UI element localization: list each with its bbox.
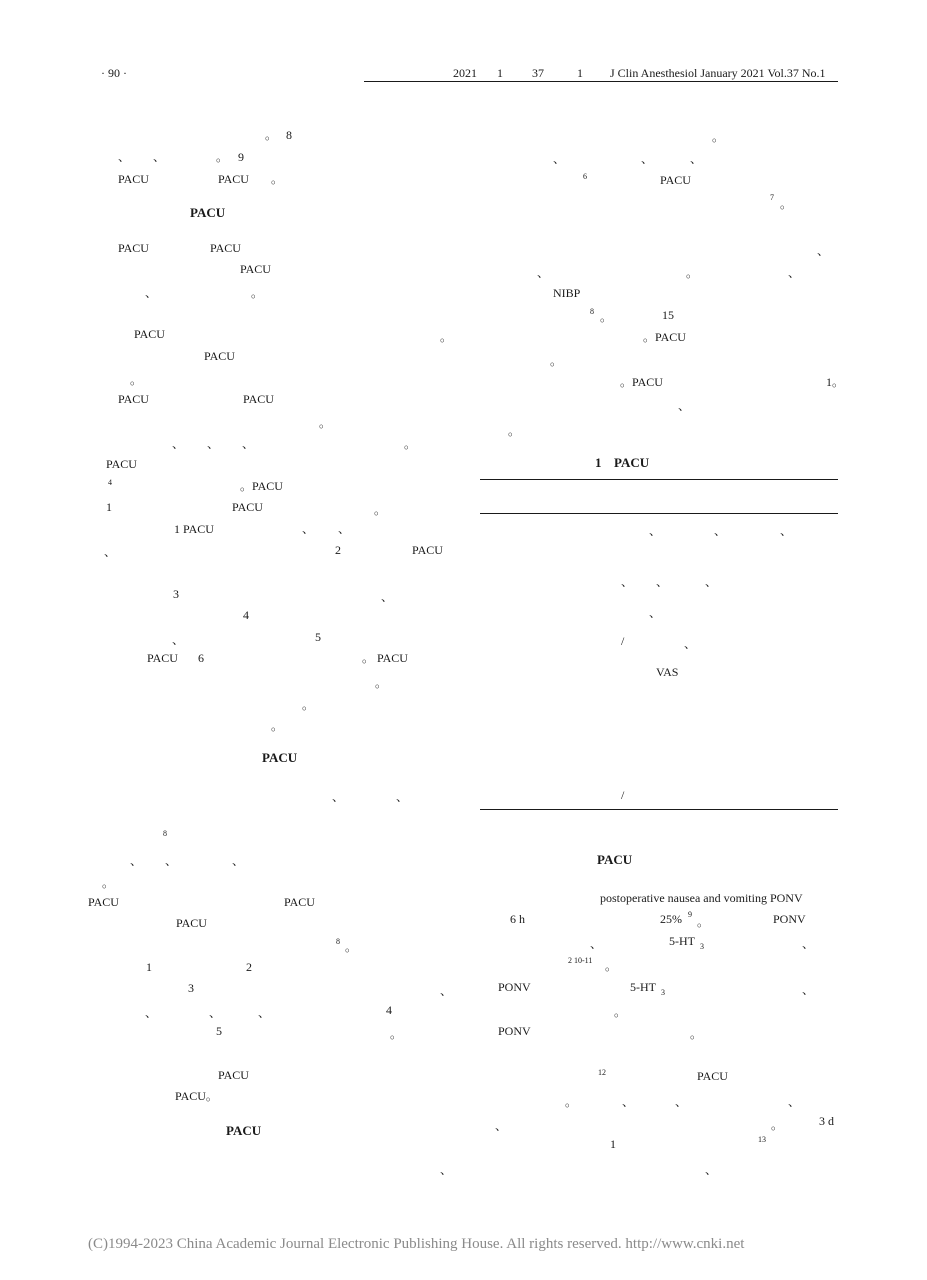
table-cell: 、 (780, 524, 793, 538)
ref-superscript: 8 (590, 307, 594, 316)
text-mark: 。 (771, 1118, 784, 1132)
text-pacu: PACU (240, 262, 271, 276)
text-mark: 、 (705, 1163, 718, 1177)
text-ponv: PONV (498, 1024, 531, 1038)
text-mark: 。 (390, 1027, 403, 1041)
text-mark: 、 (242, 437, 255, 451)
section-heading: PACU (262, 750, 298, 765)
text-pacu: PACU (697, 1069, 728, 1083)
text-mark: 。 (345, 940, 358, 954)
text-pacu: PACU (118, 172, 149, 186)
text-mark: 、 (232, 854, 245, 868)
list-number: 3 (173, 587, 179, 601)
table-cell: 、 (649, 606, 662, 620)
section-heading: PACU (597, 852, 633, 867)
table-cell: 、 (684, 637, 697, 651)
text-nibp: NIBP (553, 286, 581, 300)
text-pacu: PACU (232, 500, 263, 514)
text-mark: 、 (332, 790, 345, 804)
list-number: 1 (146, 960, 152, 974)
text-mark: 、 (802, 937, 815, 951)
table-caption-number: 1 (595, 455, 602, 470)
table-cell: 、 (649, 524, 662, 538)
text-mark: 、 (440, 1163, 453, 1177)
text-mark: 、 (145, 286, 158, 300)
text-mark: 、 (817, 244, 830, 258)
text-mark: 、 (675, 1095, 688, 1109)
text-mark: 。 (302, 698, 315, 712)
text-mark: 、 (207, 437, 220, 451)
list-number: 2 (246, 960, 252, 974)
text-mark: 、 (788, 1095, 801, 1109)
text-mark: 、 (678, 399, 691, 413)
text-mark: 。 (780, 197, 793, 211)
text-subscript: 3 (661, 988, 665, 997)
text-mark: 。 (690, 1027, 703, 1041)
text-mark: 。 (550, 354, 563, 368)
table-cell: 、 (705, 575, 718, 589)
header-rule (364, 81, 838, 82)
list-number: 4 (243, 608, 249, 622)
section-heading: PACU (190, 205, 226, 220)
text-mark: 、 (130, 854, 143, 868)
text-mark: 、 (258, 1006, 271, 1020)
header-issue: 37 (532, 66, 544, 80)
text-pacu: PACU。 (175, 1089, 218, 1103)
text-duration: 3 d (819, 1114, 834, 1128)
text-mark: 。 (605, 959, 618, 973)
table-caption: PACU (614, 455, 650, 470)
text-mark: 、 (495, 1119, 508, 1133)
text-mark: 。 (251, 286, 264, 300)
text-mark: 。 (265, 128, 278, 142)
table-reference: 1。 (826, 375, 845, 389)
list-number: 6 (198, 651, 204, 665)
ref-superscript: 8 (336, 937, 340, 946)
text-pacu: 。PACU (240, 479, 283, 493)
ref-superscript: 4 (108, 478, 112, 487)
text-5ht: 5-HT (630, 980, 656, 994)
table-top-rule (480, 479, 838, 480)
text-mark: 、 (553, 152, 566, 166)
ref-superscript: 13 (758, 1135, 766, 1144)
text-pacu: PACU (210, 241, 241, 255)
text-mark: 、 (172, 633, 185, 647)
table-cell: VAS (656, 665, 679, 679)
table-cell: 、 (656, 575, 669, 589)
ref-number: 9 (238, 150, 244, 164)
list-number: 5 (216, 1024, 222, 1038)
text-mark: 。 (565, 1095, 578, 1109)
table-bottom-rule (480, 809, 838, 810)
text-mark: 、 (396, 790, 409, 804)
text-pacu: PACU (88, 895, 119, 909)
text-pacu: PACU (118, 241, 149, 255)
text-mark: 。 (102, 876, 115, 890)
table-cell: / (621, 634, 625, 648)
list-number: 3 (188, 981, 194, 995)
ref-superscript: 8 (163, 829, 167, 838)
text-pacu: PACU (284, 895, 315, 909)
text-duration: 6 h (510, 912, 525, 926)
text-pacu: PACU (660, 173, 691, 187)
text-5ht: 5-HT (669, 934, 695, 948)
text-mark: 。 (404, 437, 417, 451)
section-heading: PACU (226, 1123, 262, 1138)
text-mark: 、 (209, 1006, 222, 1020)
text-number: 15 (662, 308, 674, 322)
text-ponv: PONV (773, 912, 806, 926)
header-month: 1 (577, 66, 583, 80)
ref-superscript: 7 (770, 193, 774, 202)
text-english-term: postoperative nausea and vomiting PONV (600, 891, 803, 905)
text-mark: 、 (802, 983, 815, 997)
text-mark: 。 (130, 373, 143, 387)
text-mark: 。 (375, 676, 388, 690)
text-mark: 、 (440, 984, 453, 998)
text-ponv: PONV (498, 980, 531, 994)
table-header-rule (480, 513, 838, 514)
page-number: · 90 · (101, 66, 127, 80)
text-mark: 、 (788, 266, 801, 280)
text-mark: 、 (381, 590, 394, 604)
text-mark: 。 (697, 915, 710, 929)
text-mark: 、 (153, 150, 166, 164)
text-pacu: PACU (118, 392, 149, 406)
list-number: 2 (335, 543, 341, 557)
copyright-footer: (C)1994-2023 China Academic Journal Electronic Publishing House. All rights reserved. http://www.cnki.net (88, 1236, 745, 1252)
ref-superscript: 12 (598, 1068, 606, 1077)
text-pacu: PACU (412, 543, 443, 557)
text-mark: 。 (271, 172, 284, 186)
text-pacu: 。PACU (643, 330, 686, 344)
text-pacu: PACU (218, 1068, 249, 1082)
text-mark: 、 (145, 1006, 158, 1020)
text-mark: 。 (216, 150, 229, 164)
table-cell: 、 (714, 524, 727, 538)
text-pacu: PACU (218, 172, 249, 186)
list-item: 1 PACU (174, 522, 214, 536)
text-pacu: PACU (147, 651, 178, 665)
text-pacu: PACU (134, 327, 165, 341)
header-volume: 1 (497, 66, 503, 80)
ref-number: 8 (286, 128, 292, 142)
text-mark: 、 (537, 266, 550, 280)
text-pacu: PACU (243, 392, 274, 406)
text-mark: 、 (165, 854, 178, 868)
text-percent: 25% (660, 912, 682, 926)
list-number: 1 (106, 500, 112, 514)
text-mark: 。 (440, 330, 453, 344)
text-pacu: PACU (106, 457, 137, 471)
text-mark: 、 (622, 1095, 635, 1109)
list-number: 1 (610, 1137, 616, 1151)
text-mark: 、 (118, 150, 131, 164)
text-pacu: 。PACU (620, 375, 663, 389)
text-mark: 。 (600, 310, 613, 324)
text-mark: 。 (271, 719, 284, 733)
text-mark: 。 (614, 1005, 627, 1019)
text-pacu: 。 PACU (362, 651, 408, 665)
text-mark: 、 (104, 545, 117, 559)
table-cell: 、 (621, 575, 634, 589)
header-journal: J Clin Anesthesiol January 2021 Vol.37 No.1 (610, 66, 826, 80)
text-mark: 、 (590, 937, 603, 951)
text-mark: 、 (172, 437, 185, 451)
text-mark: 。 (508, 424, 521, 438)
text-pacu: PACU (176, 916, 207, 930)
text-mark: 、 (641, 152, 654, 166)
ref-superscript: 6 (583, 172, 587, 181)
ref-superscript: 9 (688, 910, 692, 919)
text-mark: 。 (686, 266, 699, 280)
table-cell: / (621, 788, 625, 802)
list-number: 5 (315, 630, 321, 644)
text-mark: 。 (374, 503, 387, 517)
text-mark: 、 (690, 152, 703, 166)
text-pacu: PACU (204, 349, 235, 363)
text-mark: 。 (319, 416, 332, 430)
ref-superscript: 2 10-11 (568, 956, 593, 965)
text-mark: 。 (712, 130, 725, 144)
text-subscript: 3 (700, 942, 704, 951)
text-mark: 、 (302, 522, 315, 536)
header-year: 2021 (453, 66, 477, 80)
text-mark: 、 (338, 522, 351, 536)
list-number: 4 (386, 1003, 392, 1017)
